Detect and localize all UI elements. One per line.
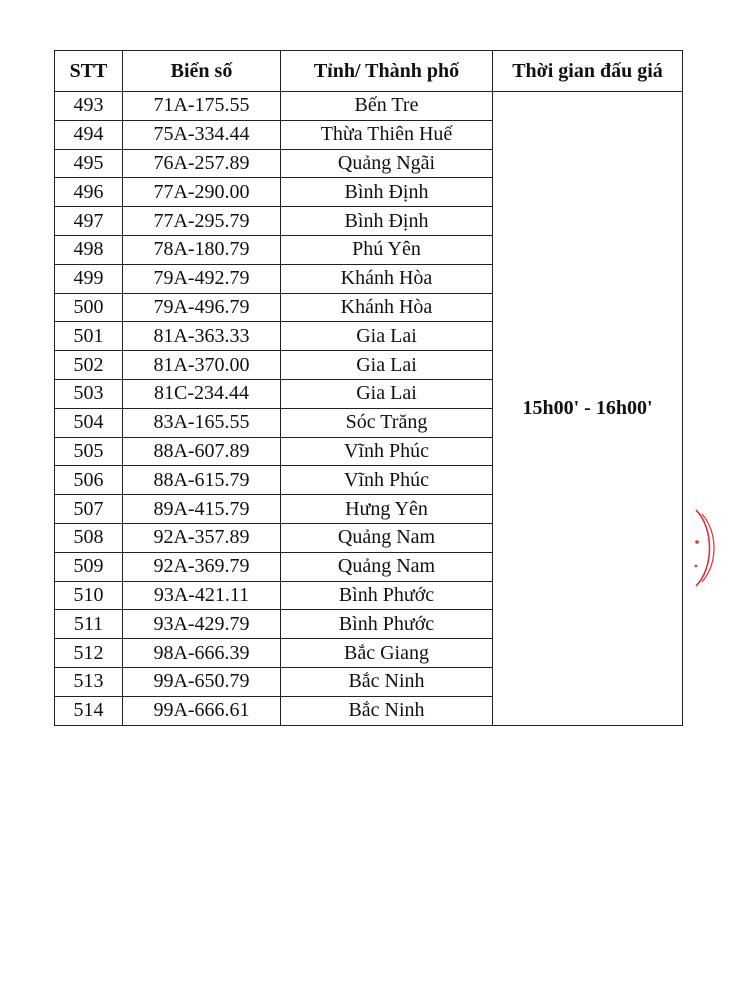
province-cell: Thừa Thiên Huế — [281, 120, 493, 149]
table-row — [55, 92, 683, 121]
plate-cell: 76A-257.89 — [123, 149, 281, 178]
stt-cell: 496 — [55, 178, 123, 207]
province-cell: Quảng Nam — [281, 552, 493, 581]
stt-cell: 514 — [55, 696, 123, 725]
plate-cell: 78A-180.79 — [123, 235, 281, 264]
province-cell: Vĩnh Phúc — [281, 466, 493, 495]
plate-cell: 93A-421.11 — [123, 581, 281, 610]
plate-cell: 79A-492.79 — [123, 264, 281, 293]
province-cell: Hưng Yên — [281, 495, 493, 524]
province-cell: Gia Lai — [281, 379, 493, 408]
plate-cell: 99A-666.61 — [123, 696, 281, 725]
header-auction-time: Thời gian đấu giá — [493, 51, 683, 92]
plate-cell: 81C-234.44 — [123, 379, 281, 408]
stt-cell: 498 — [55, 235, 123, 264]
auction-time-cell: 15h00' - 16h00' — [493, 92, 683, 726]
plate-cell: 81A-363.33 — [123, 322, 281, 351]
plate-cell: 88A-615.79 — [123, 466, 281, 495]
plate-cell: 81A-370.00 — [123, 351, 281, 380]
province-cell: Phú Yên — [281, 235, 493, 264]
province-cell: Bắc Ninh — [281, 696, 493, 725]
plate-cell: 93A-429.79 — [123, 610, 281, 639]
stt-cell: 495 — [55, 149, 123, 178]
auction-plate-table — [54, 50, 683, 726]
province-cell: Gia Lai — [281, 351, 493, 380]
province-cell: Bình Định — [281, 178, 493, 207]
stt-cell: 509 — [55, 552, 123, 581]
stt-cell: 501 — [55, 322, 123, 351]
stt-cell: 507 — [55, 495, 123, 524]
header-row — [55, 51, 683, 92]
stt-cell: 493 — [55, 92, 123, 121]
table-body — [55, 92, 683, 726]
province-cell: Khánh Hòa — [281, 293, 493, 322]
province-cell: Bắc Giang — [281, 639, 493, 668]
plate-cell: 83A-165.55 — [123, 408, 281, 437]
stt-cell: 512 — [55, 639, 123, 668]
stt-cell: 504 — [55, 408, 123, 437]
red-seal-stamp-icon — [692, 508, 730, 588]
province-cell: Bình Định — [281, 207, 493, 236]
stt-cell: 506 — [55, 466, 123, 495]
province-cell: Bình Phước — [281, 610, 493, 639]
plate-cell: 71A-175.55 — [123, 92, 281, 121]
stt-cell: 513 — [55, 667, 123, 696]
plate-cell: 79A-496.79 — [123, 293, 281, 322]
header-stt: STT — [55, 51, 123, 92]
plate-cell: 77A-295.79 — [123, 207, 281, 236]
province-cell: Bắc Ninh — [281, 667, 493, 696]
plate-cell: 89A-415.79 — [123, 495, 281, 524]
stt-cell: 503 — [55, 379, 123, 408]
plate-cell: 92A-369.79 — [123, 552, 281, 581]
plate-cell: 92A-357.89 — [123, 523, 281, 552]
plate-cell: 77A-290.00 — [123, 178, 281, 207]
stt-cell: 510 — [55, 581, 123, 610]
header-plate: Biển số — [123, 51, 281, 92]
stt-cell: 497 — [55, 207, 123, 236]
province-cell: Gia Lai — [281, 322, 493, 351]
province-cell: Bến Tre — [281, 92, 493, 121]
plate-cell: 88A-607.89 — [123, 437, 281, 466]
province-cell: Sóc Trăng — [281, 408, 493, 437]
header-province: Tỉnh/ Thành phố — [281, 51, 493, 92]
plate-cell: 98A-666.39 — [123, 639, 281, 668]
province-cell: Bình Phước — [281, 581, 493, 610]
stt-cell: 505 — [55, 437, 123, 466]
plate-cell: 75A-334.44 — [123, 120, 281, 149]
table-header — [55, 51, 683, 92]
stt-cell: 508 — [55, 523, 123, 552]
province-cell: Khánh Hòa — [281, 264, 493, 293]
plate-cell: 99A-650.79 — [123, 667, 281, 696]
province-cell: Vĩnh Phúc — [281, 437, 493, 466]
stt-cell: 499 — [55, 264, 123, 293]
province-cell: Quảng Nam — [281, 523, 493, 552]
province-cell: Quảng Ngãi — [281, 149, 493, 178]
stt-cell: 494 — [55, 120, 123, 149]
stt-cell: 502 — [55, 351, 123, 380]
stt-cell: 500 — [55, 293, 123, 322]
stt-cell: 511 — [55, 610, 123, 639]
